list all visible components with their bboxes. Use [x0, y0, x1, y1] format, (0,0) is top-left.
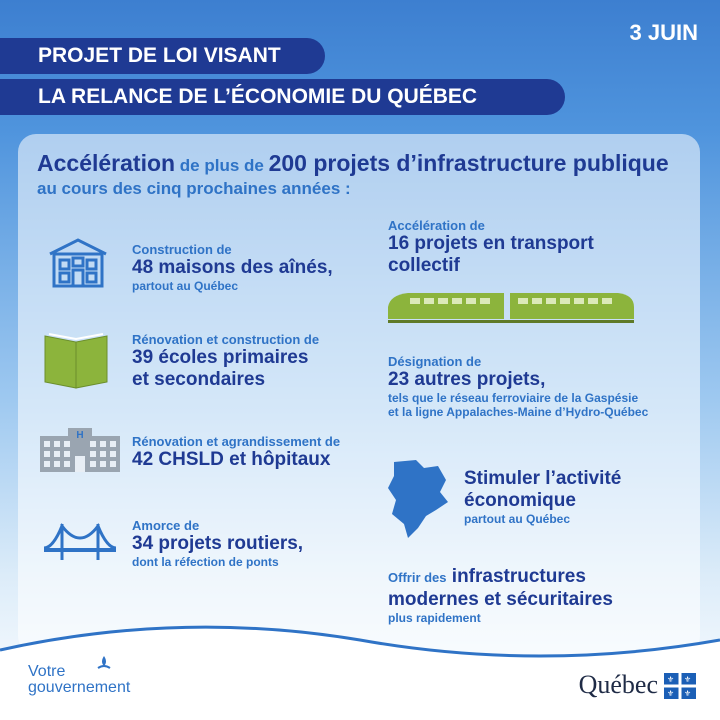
item-autres-big: 23 autres projets, [388, 369, 546, 390]
footer-slogan [28, 664, 130, 696]
item-routes-pre: Amorce de [132, 518, 200, 533]
item-ecoles-pre: Rénovation et construction de [132, 332, 320, 347]
item-modernes-post: plus rapidement [388, 611, 481, 625]
house-icon [46, 236, 110, 288]
item-modernes-big2: modernes et sécuritaires [388, 589, 613, 610]
item-ecoles [132, 332, 319, 391]
item-autres [388, 354, 648, 419]
item-ecoles-big2: et secondaires [132, 369, 266, 390]
item-maisons-post: partout au Québec [132, 279, 239, 293]
item-economie-big2: économique [464, 490, 576, 511]
item-chsld [132, 434, 340, 471]
item-routes [132, 518, 303, 569]
item-ecoles-big1: 39 écoles primaires [132, 347, 309, 368]
book-icon [43, 330, 109, 390]
item-modernes-big1: infrastructures [451, 566, 586, 587]
item-autres-post2: et la ligne Appalaches-Maine d’Hydro-Québec [388, 405, 649, 419]
item-economie [464, 468, 621, 526]
footer-left-line2: gouvernement [28, 679, 131, 696]
item-chsld-pre: Rénovation et agrandissement de [132, 434, 341, 449]
footer-left-line1: Votre [28, 663, 66, 680]
item-transport-big2: collectif [388, 255, 460, 276]
drop-icon [96, 656, 112, 674]
quebec-logo-text: Québec [578, 670, 658, 699]
item-transport-big1: 16 projets en transport [388, 233, 594, 254]
svg-text:⚜: ⚜ [667, 689, 675, 698]
svg-text:⚜: ⚜ [684, 689, 692, 698]
svg-text:⚜: ⚜ [667, 675, 675, 684]
svg-text:⚜: ⚜ [684, 675, 692, 684]
headline-line2: au cours des cinq prochaines années : [37, 179, 351, 198]
bridge-icon [44, 522, 116, 562]
title-line-2: LA RELANCE DE L’ÉCONOMIE DU QUÉBEC [0, 79, 565, 115]
item-routes-big: 34 projets routiers, [132, 533, 304, 554]
hospital-icon [38, 426, 122, 474]
item-maisons [132, 242, 333, 293]
headline [37, 150, 669, 199]
headline-part1: Accélération [37, 150, 176, 176]
item-autres-post1: tels que le réseau ferroviaire de la Gaspésie [388, 391, 639, 405]
item-chsld-big: 42 CHSLD et hôpitaux [132, 449, 331, 470]
item-maisons-big: 48 maisons des aînés, [132, 257, 333, 278]
title-line-1: PROJET DE LOI VISANT [0, 38, 325, 74]
headline-part2: de plus de [175, 156, 269, 175]
svg-text:H: H [76, 430, 84, 441]
headline-part3: 200 projets d’infrastructure publique [268, 150, 669, 176]
item-modernes-pre: Offrir des [388, 570, 447, 585]
item-economie-big1: Stimuler l’activité [464, 468, 622, 489]
item-economie-post: partout au Québec [464, 512, 571, 526]
fleurdelise-flag-icon [664, 673, 696, 699]
date-label: 3 JUIN [629, 20, 698, 45]
item-maisons-pre: Construction de [132, 242, 232, 257]
quebec-map-icon [386, 458, 450, 540]
train-icon [386, 289, 636, 323]
item-transport-pre: Accélération de [388, 218, 485, 233]
item-transport [388, 218, 594, 277]
item-routes-post: dont la réfection de ponts [132, 555, 279, 569]
item-autres-pre: Désignation de [388, 354, 482, 369]
